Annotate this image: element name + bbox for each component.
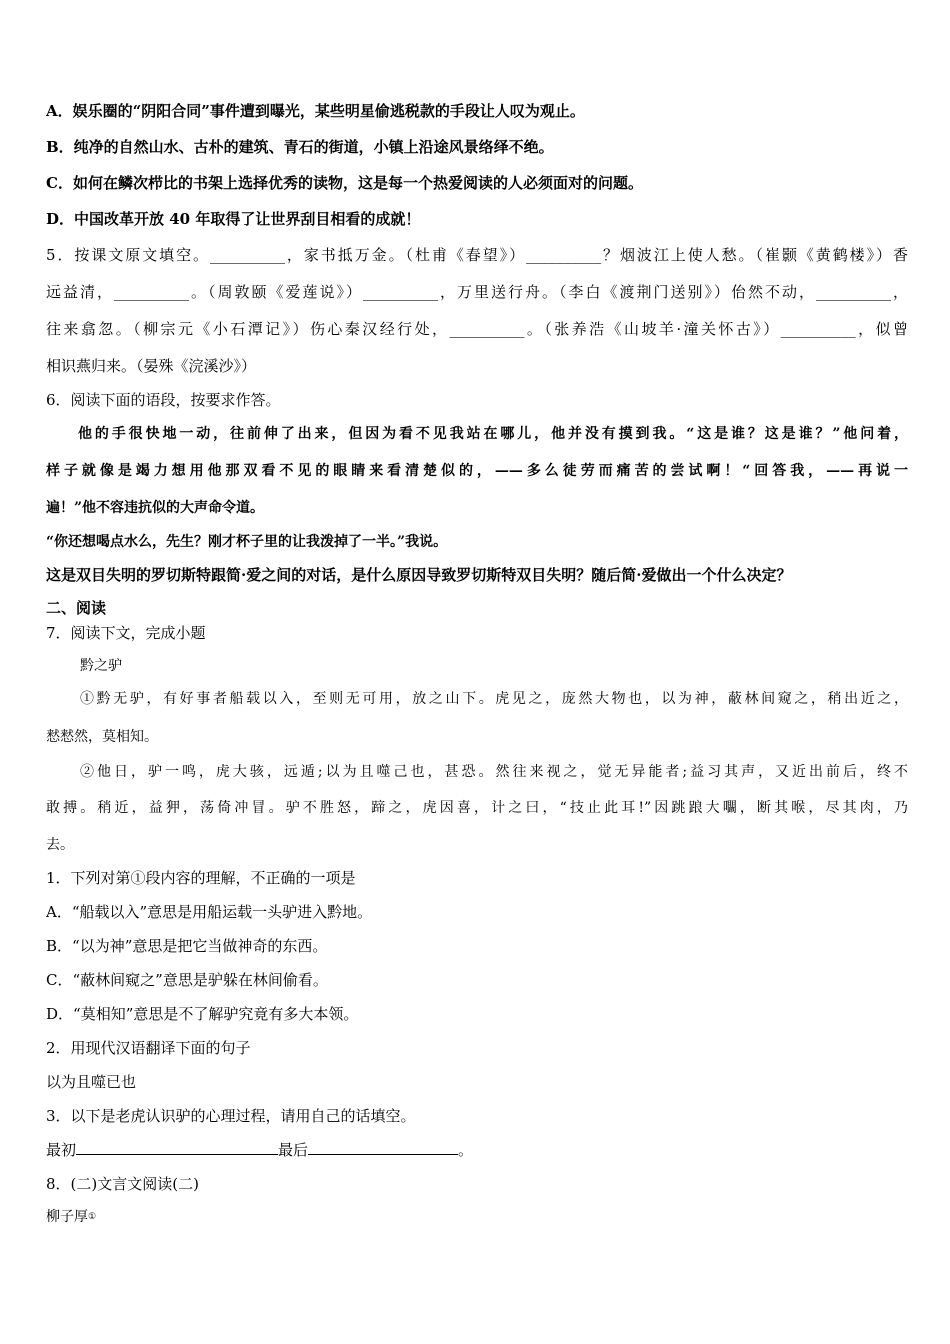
q7-sub-1-option-a: A．“船载以入”意思是用船运载一头驴进入黔地。 — [46, 903, 373, 921]
q6-paragraph-1-line-1: 他的手很快地一动，往前伸了出来，但因为看不见我站在哪儿，他并没有摸到我。“这是谁？这是谁？”他问着， — [78, 426, 908, 442]
q7-paragraph-1-line-1: ①黔无驴，有好事者船载以入，至则无可用，放之山下。虎见之，庞然大物也，以为神，蔽林间窥之，稍出近之， — [80, 691, 908, 707]
last-answer-blank[interactable] — [308, 1140, 458, 1155]
option-c: C．如何在鳞次栉比的书架上选择优秀的读物，这是每一个热爱阅读的人必须面对的问题。 — [46, 174, 643, 192]
q7-sub-question-1: 1．下列对第①段内容的理解，不正确的一项是 — [46, 869, 356, 887]
first-answer-blank[interactable] — [76, 1140, 278, 1155]
q7-paragraph-1-line-2: 慭慭然，莫相知。 — [46, 729, 158, 745]
q7-sub-2-sentence: 以为且噬已也 — [46, 1073, 137, 1091]
q6-paragraph-1-line-2: 样子就像是竭力想用他那双看不见的眼睛来看清楚似的，——多么徒劳而痛苦的尝试啊！“回答我，——再说一 — [46, 463, 908, 479]
option-a: A．娱乐圈的“阴阳合同”事件遭到曝光，某些明星偷逃税款的手段让人叹为观止。 — [46, 102, 585, 120]
q7-title: 7．阅读下文，完成小题 — [46, 624, 206, 642]
q7-sub-question-3: 3．以下是老虎认识驴的心理过程，请用自己的话填空。 — [46, 1107, 416, 1125]
q7-paragraph-2-line-1: ②他日，驴一鸣，虎大骇，远遁;以为且噬己也，甚恐。然往来视之，觉无异能者;益习其声，又近出前后，终不 — [80, 764, 908, 780]
q8-passage-title: 柳子厚 — [46, 1209, 88, 1225]
q6-paragraph-1-line-3: 遍！”他不容违抗似的大声命令道。 — [46, 500, 265, 516]
q6-title: 6．阅读下面的语段，按要求作答。 — [46, 391, 281, 409]
q7-sub-3-end-mark: 。 — [458, 1141, 474, 1159]
q7-passage-title: 黔之驴 — [80, 658, 122, 674]
option-d: D．中国改革开放 40 年取得了让世界刮目相看的成就！ — [46, 210, 421, 228]
q6-paragraph-2: “你还想喝点水么，先生？刚才杯子里的让我泼掉了一半。”我说。 — [46, 534, 448, 550]
q7-sub-1-option-c: C．“蔽林间窥之”意思是驴躲在林间偷看。 — [46, 971, 328, 989]
q7-sub-1-option-b: B．“以为神”意思是把它当做神奇的东西。 — [46, 937, 328, 955]
q5-line-3: 往来翕忽。（柳宗元《小石潭记》）伤心秦汉经行处，__________。（张养浩《山坡羊·潼关怀古》）__________，似曾 — [46, 320, 908, 338]
q5-line-4: 相识燕归来。（晏殊《浣溪沙》） — [46, 357, 257, 375]
q7-paragraph-2-line-3: 去。 — [46, 837, 74, 853]
q7-sub-3-last-label: 最后 — [278, 1141, 309, 1159]
section-title: 二、阅读 — [46, 599, 107, 617]
q7-sub-1-option-d: D．“莫相知”意思是不了解驴究竟有多大本领。 — [46, 1005, 359, 1023]
q7-sub-question-2: 2．用现代汉语翻译下面的句子 — [46, 1039, 251, 1057]
q5-line-2: 远益清，__________。（周敦颐《爱莲说》）__________，万里送行舟。（李白《渡荆门送别》）佁然不动，__________， — [46, 283, 908, 301]
option-b: B．纯净的自然山水、古朴的建筑、青石的街道，小镇上沿途风景络绎不绝。 — [46, 138, 554, 156]
q7-sub-3-first-label: 最初 — [46, 1141, 77, 1159]
q6-question: 这是双目失明的罗切斯特跟简·爱之间的对话，是什么原因导致罗切斯特双目失明？随后简·爱做出一个什么决定？ — [46, 566, 792, 584]
q7-paragraph-2-line-2: 敢搏。稍近，益狎，荡倚冲冒。驴不胜怒，蹄之，虎因喜，计之曰，“技止此耳!”因跳踉大㘚，断其喉，尽其肉，乃 — [46, 800, 908, 816]
q8-title: 8．(二)文言文阅读(二) — [46, 1175, 199, 1193]
q8-footnote-mark: ① — [88, 1212, 97, 1222]
q5-line-1: 5．按课文原文填空。__________，家书抵万金。（杜甫《春望》）__________？烟波江上使人愁。（崔颢《黄鹤楼》）香 — [46, 246, 908, 264]
q8-passage-title-line — [46, 1207, 908, 1227]
q7-sub-3-fill-line — [46, 1140, 908, 1160]
